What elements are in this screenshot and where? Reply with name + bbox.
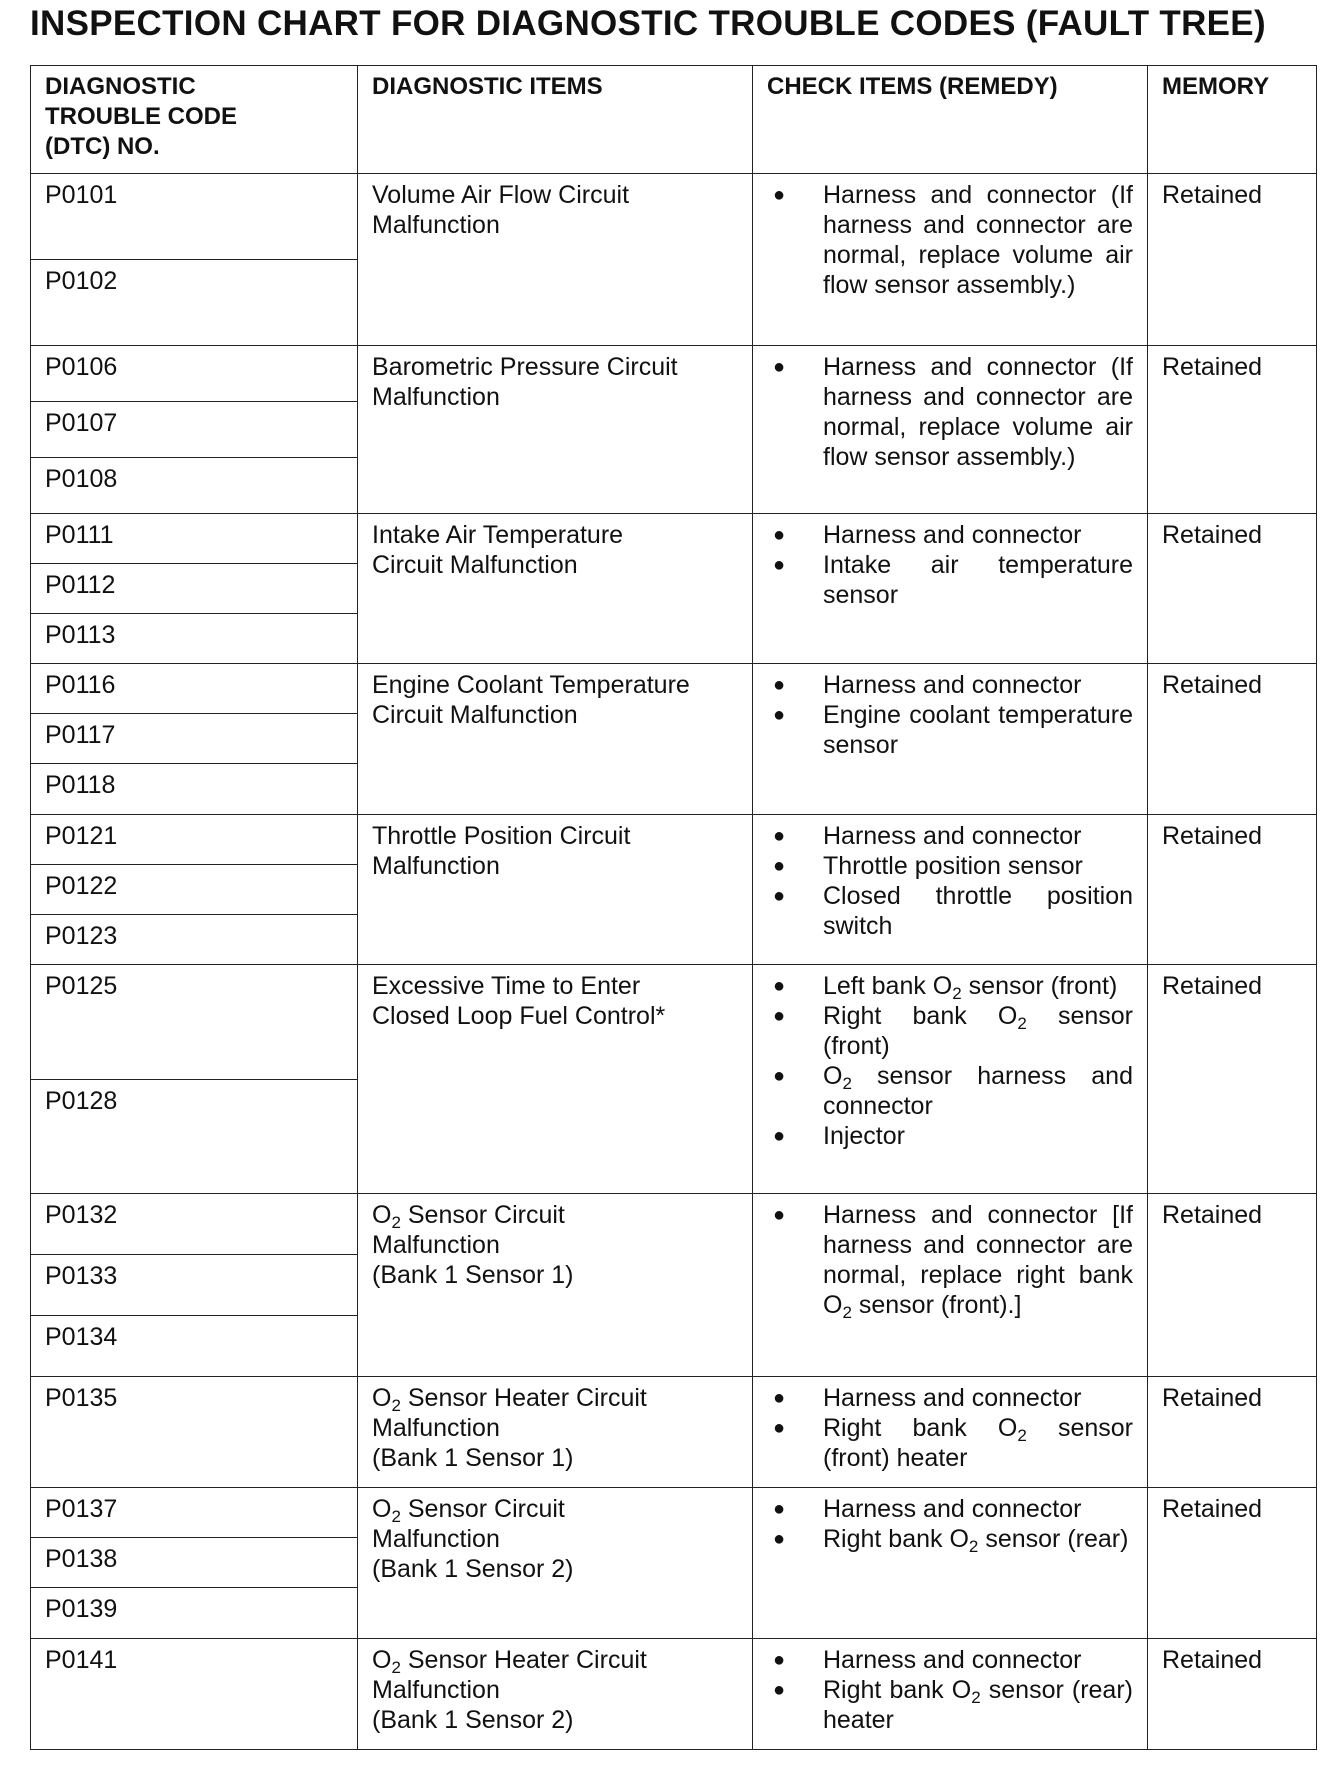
diagnostic-item-line: Malfunction (372, 1676, 500, 1704)
check-items-cell (753, 815, 1148, 965)
dtc-code-cell: P0128 (31, 1080, 358, 1194)
diagnostic-item-line: (Bank 1 Sensor 2) (372, 1706, 574, 1734)
diagnostic-item-line: (Bank 1 Sensor 1) (372, 1444, 574, 1472)
check-item: ● Right bank $O_2$ sensor (rear) heater (767, 1675, 1133, 1735)
header-check-items: CHECK ITEMS (REMEDY) (753, 66, 1148, 174)
diagnostic-item-line: Throttle Position Circuit (372, 822, 631, 850)
table-header-row (31, 66, 1317, 174)
check-item: ● Closed throttle position switch (767, 881, 1133, 941)
check-item: ● Harness and connector (767, 1494, 1133, 1524)
table-row (31, 965, 1317, 1080)
diagnostic-item-cell (358, 174, 753, 346)
memory-cell: Retained (1148, 815, 1317, 965)
diagnostic-item-cell (358, 1488, 753, 1639)
dtc-code-cell: P0133 (31, 1255, 358, 1316)
check-items-list (767, 1383, 1133, 1473)
check-item: ● Right bank $O_2$ sensor (front) heater (767, 1413, 1133, 1473)
diagnostic-item-cell (358, 815, 753, 965)
table-row (31, 664, 1317, 714)
check-item: ● Throttle position sensor (767, 851, 1133, 881)
dtc-code-cell: P0134 (31, 1316, 358, 1377)
check-items-list (767, 821, 1133, 941)
check-items-cell (753, 346, 1148, 514)
diagnostic-item-line: Closed Loop Fuel Control* (372, 1002, 666, 1030)
diagnostic-item-line: Engine Coolant Temperature (372, 671, 690, 699)
check-items-list (767, 180, 1133, 300)
dtc-code-cell: P0123 (31, 915, 358, 965)
diagnostic-item-line: Intake Air Temperature (372, 521, 624, 549)
table-row (31, 1194, 1317, 1255)
diagnostic-item-line: Circuit Malfunction (372, 701, 578, 729)
check-items-list (767, 352, 1133, 472)
diagnostic-item-cell (358, 1377, 753, 1488)
header-diagnostic-items: DIAGNOSTIC ITEMS (358, 66, 753, 174)
diagnostic-item-line: (Bank 1 Sensor 2) (372, 1555, 574, 1583)
check-items-cell (753, 174, 1148, 346)
check-item: ● Harness and connector [If harness and connector are normal, replace right bank $O_2$ sensor (front).] (767, 1200, 1133, 1320)
dtc-code-cell: P0125 (31, 965, 358, 1080)
check-items-list (767, 1200, 1133, 1320)
diagnostic-item-line: Malfunction (372, 1525, 500, 1553)
diagnostic-item-line: Volume Air Flow Circuit (372, 181, 630, 209)
check-items-list (767, 1645, 1133, 1735)
memory-cell: Retained (1148, 346, 1317, 514)
table-row (31, 346, 1317, 402)
table-row (31, 1639, 1317, 1750)
check-items-cell (753, 1639, 1148, 1750)
diagnostic-item-cell (358, 1639, 753, 1750)
diagnostic-item-line: $O_2$ Sensor Heater Circuit (372, 1646, 647, 1677)
header-memory: MEMORY (1148, 66, 1317, 174)
check-item: ● Engine coolant temperature sensor (767, 700, 1133, 760)
dtc-code-cell: P0132 (31, 1194, 358, 1255)
diagnostic-item-cell (358, 1194, 753, 1377)
check-items-list (767, 1494, 1133, 1554)
dtc-code-cell: P0138 (31, 1538, 358, 1588)
diagnostic-item-line: $O_2$ Sensor Heater Circuit (372, 1384, 647, 1415)
memory-cell: Retained (1148, 664, 1317, 815)
diagnostic-item-cell (358, 965, 753, 1194)
table-body (31, 174, 1317, 1750)
diagnostic-item-line: Malfunction (372, 1414, 500, 1442)
dtc-code-cell: P0118 (31, 764, 358, 815)
diagnostic-item-line: $O_2$ Sensor Circuit (372, 1495, 565, 1526)
check-item: ● Right bank $O_2$ sensor (rear) (767, 1524, 1133, 1554)
table-row (31, 174, 1317, 260)
dtc-code-cell: P0121 (31, 815, 358, 865)
diagnostic-item-line: Malfunction (372, 852, 500, 880)
check-item: ● Harness and connector (767, 821, 1133, 851)
dtc-code-cell: P0137 (31, 1488, 358, 1538)
dtc-code-cell: P0107 (31, 402, 358, 458)
dtc-code-cell: P0141 (31, 1639, 358, 1750)
memory-cell: Retained (1148, 1488, 1317, 1639)
check-item: ● Harness and connector (If harness and connector are normal, replace volume air flow sensor assembly.) (767, 352, 1133, 472)
check-item: ● Left bank $O_2$ sensor (front) (767, 971, 1133, 1001)
dtc-code-cell: P0139 (31, 1588, 358, 1639)
check-item: ● Injector (767, 1121, 1133, 1151)
check-items-cell (753, 1488, 1148, 1639)
check-items-cell (753, 965, 1148, 1194)
dtc-code-cell: P0108 (31, 458, 358, 514)
diagnostic-item-line: Malfunction (372, 383, 500, 411)
dtc-code-cell: P0135 (31, 1377, 358, 1488)
check-items-list (767, 971, 1133, 1151)
dtc-code-cell: P0116 (31, 664, 358, 714)
page-title: INSPECTION CHART FOR DIAGNOSTIC TROUBLE CODES (FAULT TREE) (30, 4, 1266, 43)
memory-cell: Retained (1148, 514, 1317, 664)
diagnostic-item-cell (358, 346, 753, 514)
dtc-inspection-table (30, 65, 1317, 1750)
diagnostic-item-line: Malfunction (372, 1231, 500, 1259)
dtc-code-cell: P0111 (31, 514, 358, 564)
check-item: ● Harness and connector (767, 520, 1133, 550)
check-items-cell (753, 1377, 1148, 1488)
check-item: ● Intake air temperature sensor (767, 550, 1133, 610)
diagnostic-item-line: (Bank 1 Sensor 1) (372, 1261, 574, 1289)
check-item: ● Harness and connector (767, 670, 1133, 700)
table-row (31, 1488, 1317, 1538)
memory-cell: Retained (1148, 965, 1317, 1194)
diagnostic-item-line: $O_2$ Sensor Circuit (372, 1201, 565, 1232)
diagnostic-item-cell (358, 664, 753, 815)
dtc-code-cell: P0117 (31, 714, 358, 764)
check-items-list (767, 520, 1133, 610)
check-items-cell (753, 664, 1148, 815)
diagnostic-item-line: Circuit Malfunction (372, 551, 578, 579)
table-row (31, 815, 1317, 865)
dtc-code-cell: P0102 (31, 260, 358, 346)
table-row (31, 514, 1317, 564)
table-row (31, 1377, 1317, 1488)
memory-cell: Retained (1148, 1377, 1317, 1488)
dtc-code-cell: P0112 (31, 564, 358, 614)
diagnostic-item-cell (358, 514, 753, 664)
dtc-code-cell: P0101 (31, 174, 358, 260)
check-item: ● $O_2$ sensor harness and connector (767, 1061, 1133, 1121)
diagnostic-item-line: Malfunction (372, 211, 500, 239)
dtc-code-cell: P0113 (31, 614, 358, 664)
check-item: ● Right bank $O_2$ sensor (front) (767, 1001, 1133, 1061)
check-items-cell (753, 1194, 1148, 1377)
diagnostic-item-line: Excessive Time to Enter (372, 972, 641, 1000)
check-item: ● Harness and connector (767, 1645, 1133, 1675)
dtc-code-cell: P0106 (31, 346, 358, 402)
check-item: ● Harness and connector (767, 1383, 1133, 1413)
memory-cell: Retained (1148, 174, 1317, 346)
memory-cell: Retained (1148, 1639, 1317, 1750)
diagnostic-item-line: Barometric Pressure Circuit (372, 353, 678, 381)
dtc-code-cell: P0122 (31, 865, 358, 915)
check-items-cell (753, 514, 1148, 664)
header-dtc-code: DIAGNOSTIC TROUBLE CODE (DTC) NO. (31, 66, 358, 174)
check-items-list (767, 670, 1133, 760)
memory-cell: Retained (1148, 1194, 1317, 1377)
check-item: ● Harness and connector (If harness and connector are normal, replace volume air flow sensor assembly.) (767, 180, 1133, 300)
